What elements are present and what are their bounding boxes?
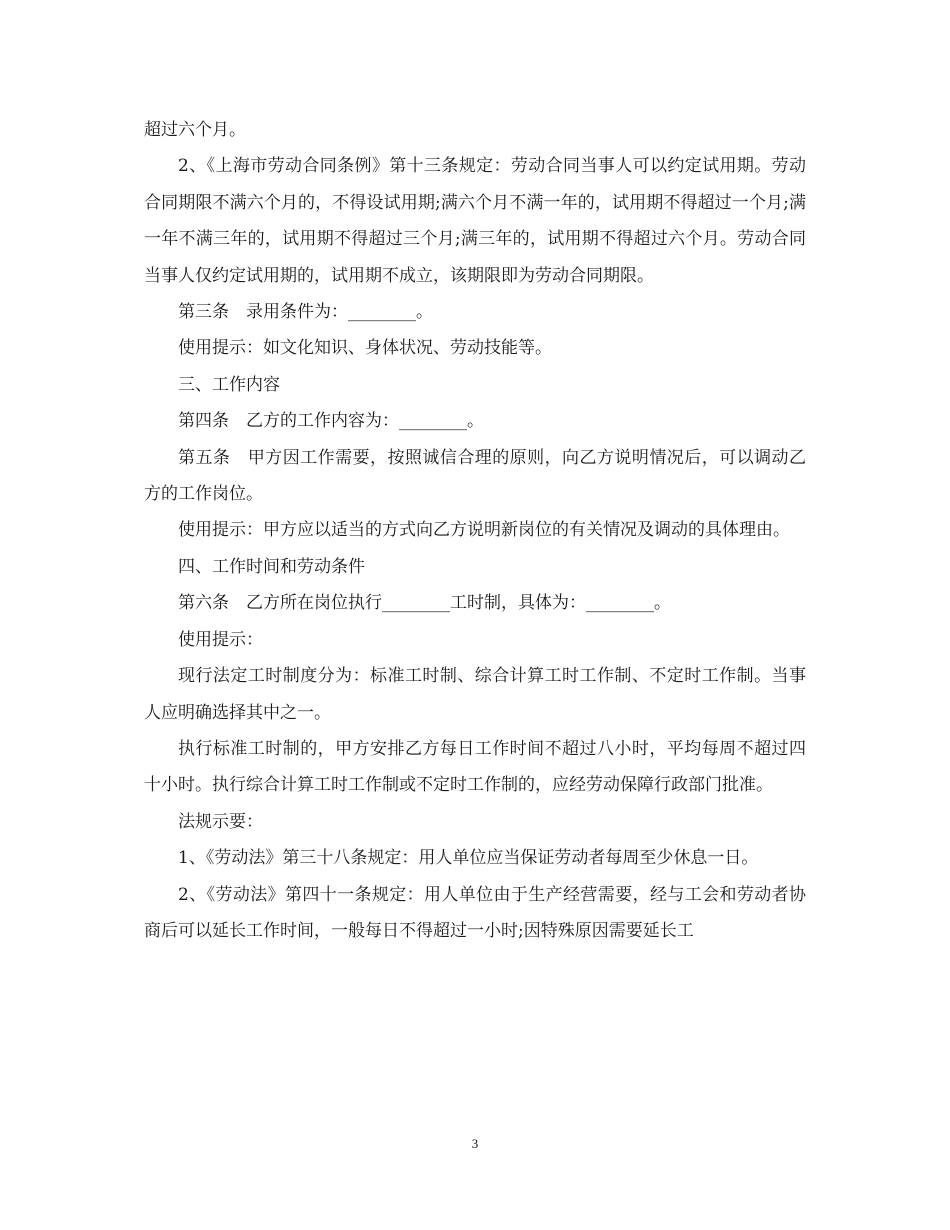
paragraph: 1、《劳动法》第三十八条规定：用人单位应当保证劳动者每周至少休息一日。 — [178, 848, 759, 869]
document-body — [144, 112, 806, 949]
paragraph: 第五条 甲方因工作需要，按照诚信合理的原则，向乙方说明情况后，可以调动乙方的工作岗位。 — [144, 447, 806, 505]
paragraph: 第四条 乙方的工作内容为：________。 — [178, 411, 484, 432]
paragraph: 2、《上海市劳动合同条例》第十三条规定：劳动合同当事人可以约定试用期。劳动合同期限不满六个月的，不得设试用期;满六个月不满一年的，试用期不得超过一个月;满一年不满三年的，试用期不得超过三个月;满三年的，试用期不得超过六个月。劳动合同当事人仅约定试用期的，试用期不成立，该期限即为劳动合同期限。 — [144, 156, 806, 286]
paragraph: 三、工作内容 — [178, 374, 280, 395]
paragraph: 2、《劳动法》第四十一条规定：用人单位由于生产经营需要，经与工会和劳动者协商后可以延长工作时间，一般每日不得超过一小时;因特殊原因需要延长工 — [144, 884, 806, 941]
paragraph: 超过六个月。 — [144, 120, 246, 140]
paragraph: 使用提示： — [178, 629, 263, 650]
paragraph: 第三条 录用条件为：________。 — [178, 302, 433, 323]
paragraph: 使用提示：如文化知识、身体状况、劳动技能等。 — [178, 338, 552, 359]
paragraph: 第六条 乙方所在岗位执行________工时制，具体为：________。 — [178, 593, 671, 614]
paragraph: 法规示要： — [178, 811, 263, 832]
paragraph: 现行法定工时制度分为：标准工时制、综合计算工时工作制、不定时工作制。当事人应明确选择其中之一。 — [144, 666, 806, 723]
paragraph: 使用提示：甲方应以适当的方式向乙方说明新岗位的有关情况及调动的具体理由。 — [178, 520, 790, 541]
paragraph: 执行标准工时制的，甲方安排乙方每日工作时间不超过八小时，平均每周不超过四十小时。执行综合计算工时工作制或不定时工作制的，应经劳动保障行政部门批准。 — [144, 738, 806, 796]
paragraph: 四、工作时间和劳动条件 — [178, 556, 365, 577]
page-number: 3 — [471, 1136, 479, 1151]
